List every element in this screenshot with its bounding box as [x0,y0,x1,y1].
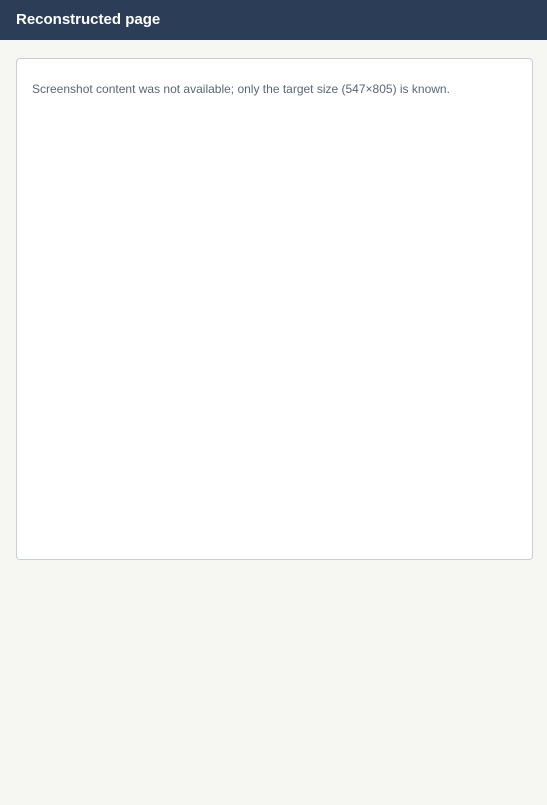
content-panel [16,58,533,560]
header-bar [0,0,547,40]
placeholder-note: Screenshot content was not available; only the target size (547×805) is known. [32,82,450,96]
page-title: Reconstructed page [16,11,161,28]
